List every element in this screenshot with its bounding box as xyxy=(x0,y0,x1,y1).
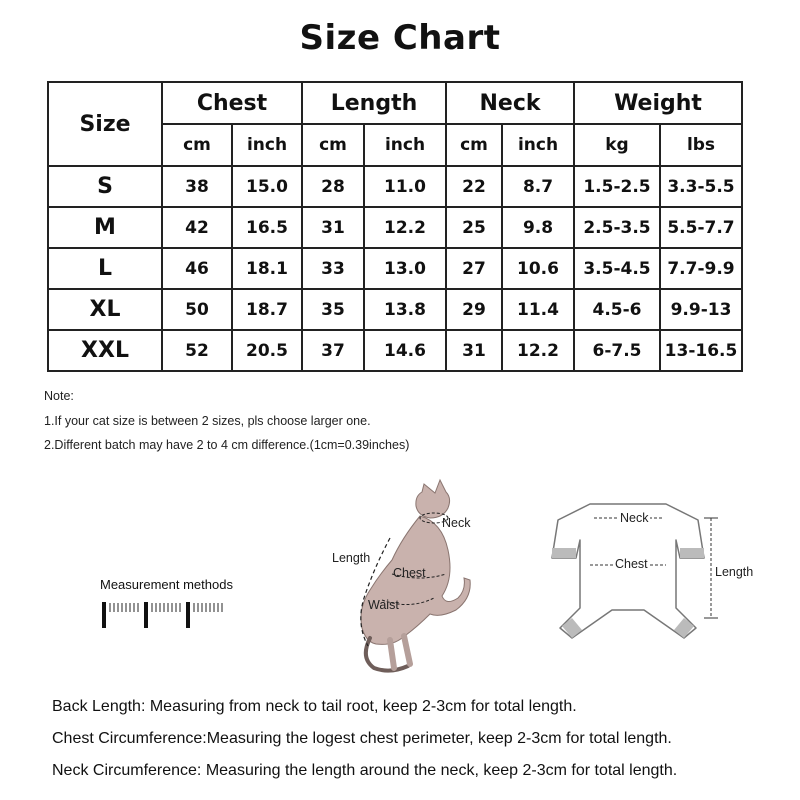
table-cell: 18.7 xyxy=(232,289,302,330)
neck-header: Neck xyxy=(446,82,574,124)
table-cell: 42 xyxy=(162,207,232,248)
unit-header: cm xyxy=(446,124,502,166)
garment-neck-label: Neck xyxy=(620,511,649,525)
table-cell: 29 xyxy=(446,289,502,330)
cat-neck-label: Neck xyxy=(442,516,471,530)
table-cell: 12.2 xyxy=(502,330,574,371)
back-length-description: Back Length: Measuring from neck to tail root, keep 2-3cm for total length. xyxy=(52,698,577,715)
table-cell: 10.6 xyxy=(502,248,574,289)
table-row xyxy=(48,289,742,330)
table-cell: 9.8 xyxy=(502,207,574,248)
table-cell: 2.5-3.5 xyxy=(574,207,660,248)
unit-header: cm xyxy=(162,124,232,166)
table-cell: 16.5 xyxy=(232,207,302,248)
chest-description: Chest Circumference:Measuring the logest chest perimeter, keep 2-3cm for total length. xyxy=(52,730,672,747)
table-cell: 52 xyxy=(162,330,232,371)
size-column-header: Size xyxy=(48,82,162,166)
table-cell: 31 xyxy=(446,330,502,371)
table-cell: 20.5 xyxy=(232,330,302,371)
neck-description: Neck Circumference: Measuring the length around the neck, keep 2-3cm for total length. xyxy=(52,762,678,779)
table-cell: 25 xyxy=(446,207,502,248)
size-label: XXL xyxy=(48,330,162,371)
table-cell: 50 xyxy=(162,289,232,330)
table-cell: 13.8 xyxy=(364,289,446,330)
measurement-methods-label: Measurement methods xyxy=(100,577,233,592)
table-cell: 11.0 xyxy=(364,166,446,207)
table-cell: 11.4 xyxy=(502,289,574,330)
size-label: S xyxy=(48,166,162,207)
table-cell: 8.7 xyxy=(502,166,574,207)
table-cell: 13-16.5 xyxy=(660,330,742,371)
weight-header: Weight xyxy=(574,82,742,124)
table-row xyxy=(48,166,742,207)
page-title: Size Chart xyxy=(299,18,501,58)
unit-header: inch xyxy=(232,124,302,166)
table-cell: 37 xyxy=(302,330,364,371)
table-cell: 15.0 xyxy=(232,166,302,207)
table-cell: 3.5-4.5 xyxy=(574,248,660,289)
table-row xyxy=(48,248,742,289)
table-row xyxy=(48,207,742,248)
table-cell: 28 xyxy=(302,166,364,207)
unit-header: cm xyxy=(302,124,364,166)
table-cell: 35 xyxy=(302,289,364,330)
size-label: M xyxy=(48,207,162,248)
table-cell: 9.9-13 xyxy=(660,289,742,330)
chest-header: Chest xyxy=(162,82,302,124)
table-cell: 6-7.5 xyxy=(574,330,660,371)
unit-header: inch xyxy=(502,124,574,166)
note-line-1: 1.If your cat size is between 2 sizes, pls choose larger one. xyxy=(44,414,371,428)
table-cell: 38 xyxy=(162,166,232,207)
table-cell: 12.2 xyxy=(364,207,446,248)
ruler-icon xyxy=(100,600,230,630)
size-table xyxy=(47,81,743,372)
table-row xyxy=(48,330,742,371)
table-cell: 22 xyxy=(446,166,502,207)
garment-length-label: Length xyxy=(715,565,754,579)
size-label: XL xyxy=(48,289,162,330)
table-cell: 7.7-9.9 xyxy=(660,248,742,289)
table-cell: 14.6 xyxy=(364,330,446,371)
garment-chest-label: Chest xyxy=(615,557,648,571)
cat-chest-label: Chest xyxy=(393,566,426,580)
table-cell: 3.3-5.5 xyxy=(660,166,742,207)
note-line-2: 2.Different batch may have 2 to 4 cm difference.(1cm=0.39inches) xyxy=(44,438,410,452)
table-cell: 46 xyxy=(162,248,232,289)
size-label: L xyxy=(48,248,162,289)
cat-waist-label: Waist xyxy=(368,598,399,612)
cat-length-label: Length xyxy=(332,551,371,565)
length-header: Length xyxy=(302,82,446,124)
unit-header: inch xyxy=(364,124,446,166)
note-heading: Note: xyxy=(44,389,74,403)
unit-header: lbs xyxy=(660,124,742,166)
table-cell: 5.5-7.7 xyxy=(660,207,742,248)
table-cell: 13.0 xyxy=(364,248,446,289)
unit-header: kg xyxy=(574,124,660,166)
table-cell: 33 xyxy=(302,248,364,289)
table-cell: 1.5-2.5 xyxy=(574,166,660,207)
table-cell: 4.5-6 xyxy=(574,289,660,330)
table-cell: 31 xyxy=(302,207,364,248)
table-cell: 27 xyxy=(446,248,502,289)
table-cell: 18.1 xyxy=(232,248,302,289)
